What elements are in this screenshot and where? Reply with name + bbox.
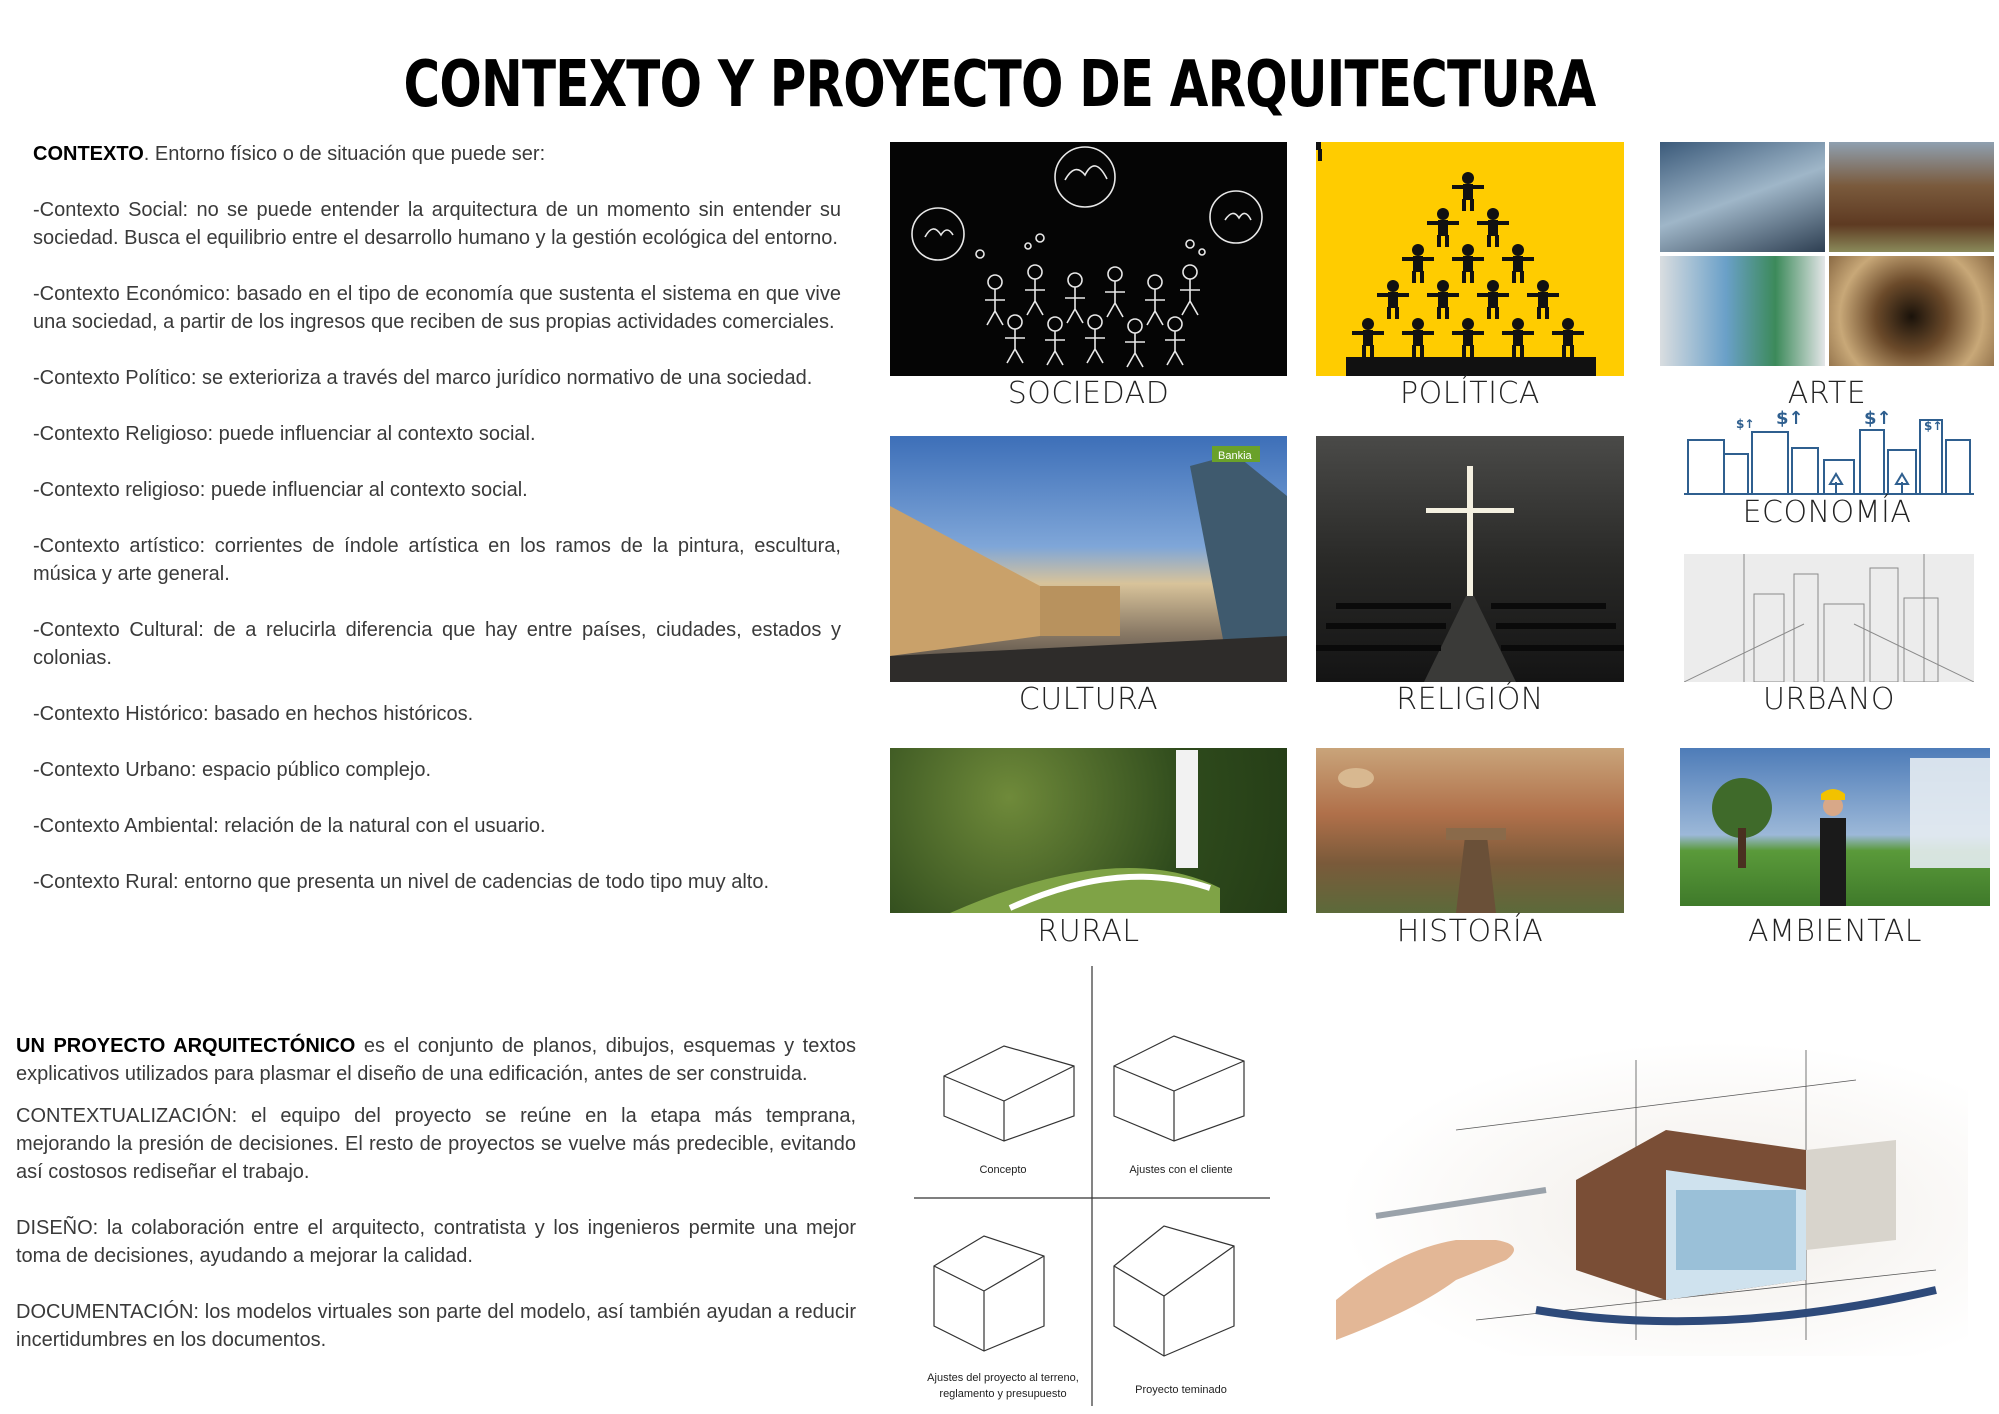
sketch-caption: Ajustes con el cliente (1129, 1164, 1233, 1176)
label-sociedad: SOCIEDAD (1007, 376, 1170, 411)
proyecto-item: CONTEXTUALIZACIÓN: el equipo del proyecto se reúne en la etapa más temprana, mejorando la presión de decisiones. El resto de proyectos se vuelve más predecible, evitando así costosos rediseñar el trabajo. (16, 1105, 856, 1183)
label-historia: HISTORÍA (1396, 914, 1544, 949)
label-rural: RURAL (1037, 914, 1140, 949)
contexto-item: -Contexto Rural: entorno que presenta un nivel de cadencias de todo tipo muy alto. (33, 871, 770, 893)
arte-image-1 (1660, 142, 1825, 252)
contexto-intro-text: . Entorno físico o de situación que puede ser: (143, 143, 546, 165)
label-ambiental: AMBIENTAL (1747, 914, 1923, 949)
contexto-item: -Contexto Ambiental: relación de la natural con el usuario. (33, 815, 546, 837)
sociedad-sketch (890, 142, 1287, 376)
arte-image-3 (1660, 256, 1825, 366)
sociedad-image (890, 142, 1287, 376)
politica-pyramid (1316, 142, 1624, 376)
contexto-item: -Contexto Social: no se puede entender la arquitectura de un momento sin entender su sociedad. Busca el equilibrio entre el desarrollo humano y la gestión ecológica del entorno. (33, 199, 841, 249)
historia-image (1316, 748, 1624, 913)
politica-image (1316, 142, 1624, 376)
ambiental-image (1680, 748, 1990, 906)
arte-image-2 (1829, 142, 1994, 252)
historia-scene (1316, 748, 1624, 913)
contexto-text (33, 140, 841, 924)
rural-scene (890, 748, 1287, 913)
contexto-item: -Contexto Religioso: puede influenciar al contexto social. (33, 423, 536, 445)
cultura-image (890, 436, 1287, 682)
label-politica: POLÍTICA (1400, 376, 1540, 411)
economia-sign: $↑ (1864, 410, 1892, 429)
contexto-item: -Contexto religioso: puede influenciar al contexto social. (33, 479, 528, 501)
proyecto-intro (16, 1032, 856, 1088)
sketch-caption: Concepto (979, 1164, 1027, 1176)
label-religion: RELIGIÓN (1396, 682, 1544, 717)
bankia-sign: Bankia (1218, 450, 1252, 462)
cultura-scene (890, 436, 1287, 682)
urbano-image (1684, 554, 1974, 682)
arte-image-4 (1829, 256, 1994, 366)
contexto-item: -Contexto Político: se exterioriza a través del marco jurídico normativo de una sociedad. (33, 367, 813, 389)
sketch-phases-image (914, 966, 1270, 1406)
religion-scene (1316, 436, 1624, 682)
contexto-item: -Contexto Económico: basado en el tipo de economía que sustenta el sistema en que vive una sociedad, a partir de los ingresos que reciben de sus propias actividades comerciales. (33, 283, 841, 333)
sketch-caption: Proyecto teminado (1135, 1384, 1227, 1396)
proyecto-item: DISEÑO: la colaboración entre el arquitecto, contratista y los ingenieros permite una mejor toma de decisiones, ayudando a mejorar la calidad. (16, 1217, 856, 1267)
sketch-caption: reglamento y presupuesto (939, 1388, 1067, 1400)
urbano-sketch (1684, 554, 1974, 682)
economia-sign: $↑ (1736, 417, 1755, 431)
contexto-heading: CONTEXTO (33, 143, 144, 165)
contexto-item: -Contexto artístico: corrientes de índole artística en los ramos de la pintura, escultura, música y arte general. (33, 535, 841, 585)
page-title: CONTEXTO Y PROYECTO DE ARQUITECTURA (403, 48, 1596, 122)
ambiental-scene (1680, 748, 1990, 906)
sketch-grid (914, 966, 1270, 1406)
contexto-intro (33, 140, 841, 168)
contexto-item: -Contexto Cultural: de a relucirla diferencia que hay entre países, ciudades, estados y colonias. (33, 619, 841, 669)
label-economia: ECONOMÍA (1742, 495, 1912, 530)
proyecto-intro-text: es el conjunto de planos, dibujos, esquemas y textos explicativos utilizados para plasmar el diseño de una edificación, antes de ser construida. (16, 1035, 856, 1085)
religion-image (1316, 436, 1624, 682)
proyecto-text (16, 1032, 856, 1382)
label-urbano: URBANO (1762, 682, 1896, 717)
rural-image (890, 748, 1287, 913)
proyecto-heading: UN PROYECTO ARQUITECTÓNICO (16, 1035, 356, 1057)
sketch-caption: Ajustes del proyecto al terreno, (927, 1372, 1079, 1384)
label-arte: ARTE (1787, 376, 1867, 411)
proyecto-item: DOCUMENTACIÓN: los modelos virtuales son parte del modelo, así también ayudan a reducir incertidumbres en los documentos. (16, 1301, 856, 1351)
economia-sign: $↑ (1924, 419, 1943, 433)
contexto-item: -Contexto Urbano: espacio público complejo. (33, 759, 431, 781)
economia-sign: $↑ (1776, 410, 1804, 429)
architecture-drawing (1336, 1040, 1968, 1356)
label-cultura: CULTURA (1018, 682, 1159, 717)
economia-image (1684, 410, 1974, 496)
contexto-item: -Contexto Histórico: basado en hechos históricos. (33, 703, 474, 725)
economia-skyline (1684, 410, 1974, 496)
architecture-drawing-image (1336, 1040, 1968, 1356)
